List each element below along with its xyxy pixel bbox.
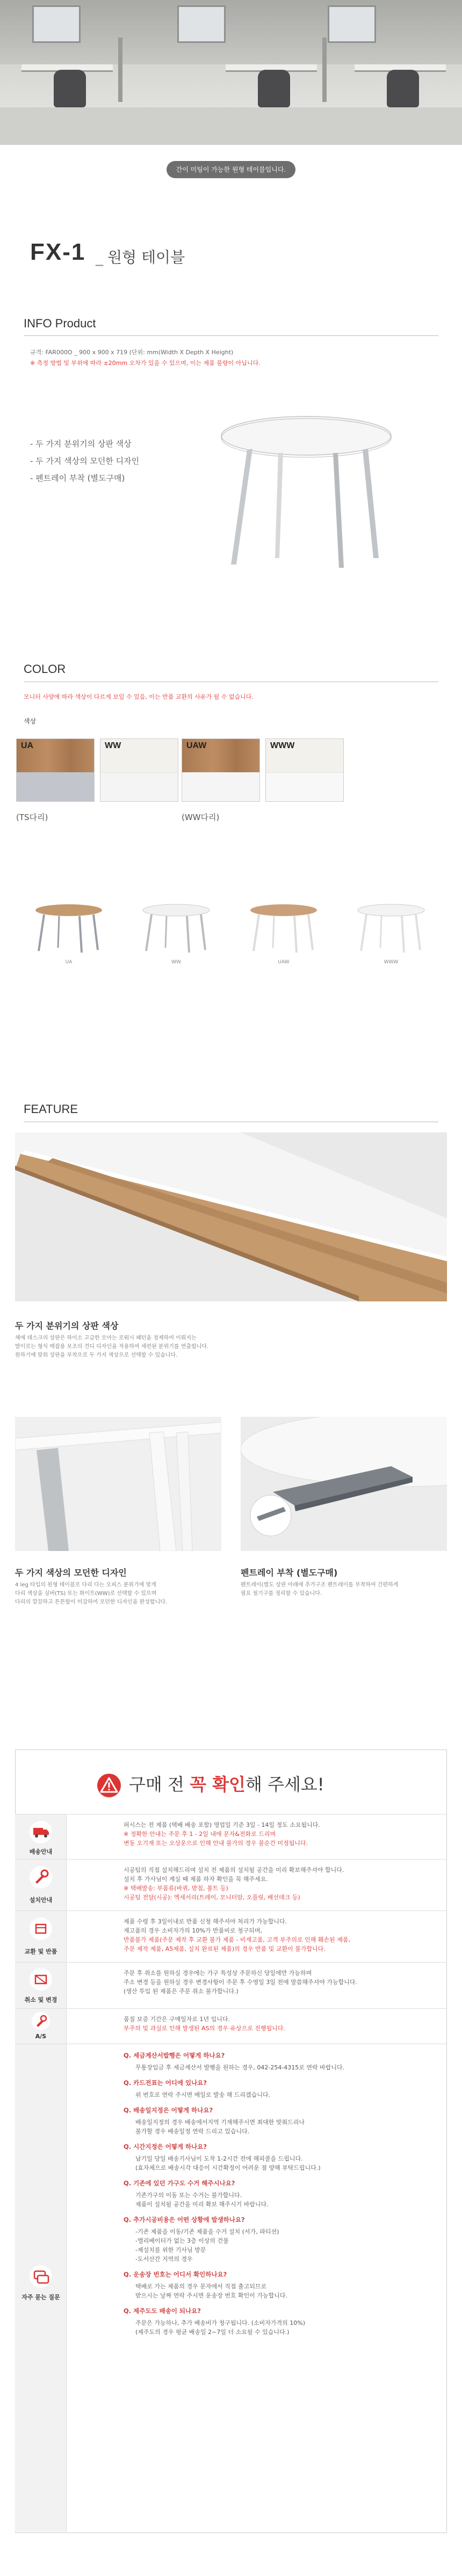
tabletop-detail-photo bbox=[15, 1132, 447, 1301]
office-chair bbox=[54, 70, 86, 107]
table-caption: UAW bbox=[278, 960, 290, 965]
repair-icon bbox=[29, 2011, 53, 2031]
feature-item: - 펜트레이 부착 (별도구매) bbox=[30, 473, 125, 483]
feature-item: - 두 가지 색상의 모던한 디자인 bbox=[30, 456, 140, 466]
window bbox=[32, 5, 81, 43]
spec-text: 규격: FAR000O _ 900 x 900 x 719 (단위: mm(Width X Depth X Height) bbox=[30, 349, 234, 356]
notice-line: 설치 후 가사님이 계실 때 제품 하자 확인을 꼭 해주세요. bbox=[124, 1876, 268, 1883]
swatch-uaw[interactable] bbox=[182, 738, 260, 802]
table-thumb-ua bbox=[31, 902, 106, 955]
swatch-code: UAW bbox=[186, 741, 207, 750]
swatch-top bbox=[182, 739, 259, 772]
notice-line: ※ 정확한 안내는 주문 후 1 - 2일 내에 문자&전화로 드리며 bbox=[124, 1831, 276, 1838]
feature-title: 펜트레이 부착 (별도구매) bbox=[241, 1568, 338, 1578]
notice-line: 변동 오기재 또는 오상운으로 인해 안내 불가의 경우 불순간 미정됩니다. bbox=[124, 1840, 308, 1847]
partition bbox=[322, 38, 327, 102]
table-thumb-ww bbox=[139, 902, 214, 955]
faq-answer-line: -제설치를 위한 기사님 방문 bbox=[135, 2246, 206, 2253]
wrench-icon bbox=[29, 1865, 53, 1889]
table-caption: WWW bbox=[384, 960, 399, 965]
row-divider bbox=[15, 1859, 447, 1860]
pen-tray-photo bbox=[241, 1417, 447, 1551]
partition bbox=[118, 38, 122, 102]
faq-answer bbox=[124, 2227, 435, 2264]
table-thumb-uaw bbox=[246, 902, 321, 955]
notice-line: 재고품의 경우 소비자가의 10%가 반품비로 청구되며, bbox=[124, 1927, 262, 1934]
color-heading: COLOR bbox=[24, 662, 66, 676]
feature-desc: 체에 데스크의 상판은 하이소 고급한 모아는 로워시 패턴을 정제하여 이뤄지는 발이로는 형식 메잡용 보조의 견디 디자인을 적용하여 세련된 분위기를 연출합니다. 원하기에 맞춰 상판을 부착으로 두 가지 색상으로 선택할 수 있습니다. bbox=[15, 1335, 209, 1358]
subtitle-text: 원형 테이블 bbox=[107, 248, 185, 266]
faq-answer-line: 받으시는 날짜 연락 주시면 운송장 번호 확인이 가능합니다. bbox=[135, 2292, 287, 2299]
row-divider bbox=[15, 1962, 447, 1963]
product-subtitle: _ 원형 테이블 bbox=[96, 248, 185, 266]
notice-title-em: 꼭 확인 bbox=[190, 1774, 246, 1795]
feature-item: - 두 가지 분위기의 상판 색상 bbox=[30, 439, 132, 449]
faq-answer-line: -엘리베이터가 없는 3층 이상의 건물 bbox=[135, 2237, 229, 2244]
product-title: FX-1 bbox=[30, 239, 86, 265]
notice-line: 퍼시스는 전 제품 (택배 배송 포함) 영업일 기준 3일 - 14일 정도 소요됩니다. bbox=[124, 1821, 320, 1828]
spec-note: ※ 측정 방법 및 부위에 따라 ±20mm 오차가 있을 수 있으며, 이는 제품 불량이 아닙니다. bbox=[30, 360, 261, 367]
swatch-code: WW bbox=[105, 741, 121, 750]
faq-question: Q. 카드전표는 어디에 있나요? bbox=[124, 2079, 207, 2087]
table-caption: UA bbox=[65, 960, 73, 965]
install-text bbox=[124, 1865, 435, 1902]
office-chair bbox=[258, 70, 290, 107]
feature-title: 두 가지 분위기의 상판 색상 bbox=[15, 1321, 119, 1331]
notice-line: ※ 택배발송: 부품류(바퀴, 받침, 볼트 등) bbox=[124, 1885, 228, 1892]
swatch-top bbox=[100, 739, 178, 772]
faq-answer bbox=[124, 2318, 435, 2337]
faq-answer bbox=[124, 2118, 435, 2136]
notice-line: 부주의 및 과실로 인해 발생된 AS의 경우 유상으로 진행됩니다. bbox=[124, 2025, 285, 2032]
notice-line: 시공팀 전달(시공): 엑세서리(트레이, 모니터암, 오플릿, 배선데크 등) bbox=[124, 1894, 300, 1901]
leg-detail-photo bbox=[15, 1417, 221, 1551]
floor bbox=[0, 107, 462, 145]
hero-photo bbox=[0, 0, 462, 145]
faq-answer-line: 납기일 당일 배송기사님이 도착 1-2시간 전에 해피콜을 드립니다. bbox=[135, 2155, 303, 2162]
faq-question: Q. 운송장 번호는 어디서 확인하나요? bbox=[124, 2271, 227, 2278]
faq-answer-line: 불가할 경우 배송일정 연락 드리고 있습니다. bbox=[135, 2128, 250, 2135]
cancel-text bbox=[124, 1968, 435, 1996]
row-divider bbox=[15, 2008, 447, 2009]
notice-title-post: 해 주세요! bbox=[245, 1774, 324, 1795]
cancel-icon bbox=[29, 1967, 53, 1991]
faq-question: Q. 제주도도 배송이 되나요? bbox=[124, 2307, 201, 2315]
row-label-as: A/S bbox=[35, 2033, 47, 2040]
faq-answer bbox=[124, 2154, 435, 2172]
swatch-code: WWW bbox=[270, 741, 295, 750]
swatch-leg bbox=[100, 772, 178, 802]
exchange-text bbox=[124, 1917, 435, 1953]
notice-line: 반품불가 제품(주문 제작 후 교환 불가 제품 - 비재고품, 고객 부주의로 인해 훼손된 제품, bbox=[124, 1936, 350, 1943]
color-note: 모니터 사양에 따라 색상이 다르게 보일 수 있음, 이는 반품 교환의 사유가 될 수 없습니다. bbox=[24, 693, 254, 700]
divider bbox=[24, 335, 438, 336]
feature-desc: 4 leg 타입의 원형 테이블로 다리 다는 오피스 분위기에 맞게 다리 색상을 실버(TS) 또는 화이트(WW)로 선택할 수 있으며 다리의 깔끔하고 튼튼함이 미감하여 모던한 디자인을 완성합니다. bbox=[15, 1582, 168, 1605]
window bbox=[177, 5, 226, 43]
swatch-top bbox=[17, 739, 94, 772]
notice-line: 주문 후 취소를 원하실 경우에는 가구 특성상 주문하신 당일에만 가능하며 bbox=[124, 1970, 312, 1977]
row-label-faq: 자주 묻는 질문 bbox=[21, 2294, 60, 2301]
notice-line: 품질 보증 기간은 구매일자로 1년 입니다. bbox=[124, 2016, 230, 2023]
faq-answer-line: 기존가구의 이동 또는 수거는 불가합니다. bbox=[135, 2192, 242, 2199]
pen-tray-illustration bbox=[241, 1417, 447, 1551]
faq-answer-line: 주문은 가능하나, 추가 배송비가 청구됩니다. (소비자가격의 10%) bbox=[135, 2319, 306, 2326]
notice-title-pre: 구매 전 bbox=[129, 1774, 184, 1795]
color-label: 색상 bbox=[24, 718, 37, 725]
faq-answer-line: (제주도의 경우 평균 배송일 2~7일 더 소요될 수 있습니다.) bbox=[135, 2329, 290, 2336]
leg-illustration bbox=[15, 1417, 221, 1551]
exchange-box-icon bbox=[29, 1917, 53, 1941]
window bbox=[328, 5, 376, 43]
faq-answer bbox=[124, 2063, 435, 2072]
notice-line: 주문 제작 제품, A5제품, 설치 완료된 제품)의 경우 반품 및 교환이 불가합니다. bbox=[124, 1945, 326, 1952]
delivery-text bbox=[124, 1820, 435, 1848]
notice-title bbox=[129, 1771, 324, 1796]
notice-line: 주소 변경 등을 원하실 경우 변경사항이 주문 후 수영일 3일 전에 말씀해주셔야 가능합니다. bbox=[124, 1979, 357, 1986]
table-thumb-www bbox=[353, 902, 429, 955]
faq-answer-line: 위 번호로 연락 주시면 메일로 발송 해 드리겠습니다. bbox=[135, 2091, 271, 2098]
faq-answer-line: -기존 제품을 이동/기존 제품을 수거 설치 (서가, 파티션) bbox=[135, 2228, 279, 2235]
swatch-leg bbox=[266, 772, 343, 802]
leg-group-label: (TS다리) bbox=[16, 813, 48, 822]
info-heading: INFO Product bbox=[24, 317, 96, 330]
faq-question: Q. 세금계산서발행은 어떻게 하나요? bbox=[124, 2052, 225, 2059]
swatch-www[interactable] bbox=[265, 738, 344, 802]
table-caption: WW bbox=[171, 960, 181, 965]
product-image bbox=[215, 397, 398, 574]
swatch-leg bbox=[182, 772, 259, 802]
row-label-install: 설치안내 bbox=[29, 1897, 53, 1904]
row-label-exchange: 교환 및 반품 bbox=[24, 1948, 57, 1955]
swatch-leg bbox=[17, 772, 94, 802]
faq-question: Q. 기존에 있던 가구도 수거 해주시나요? bbox=[124, 2179, 235, 2187]
faq-answer-line: -도서산간 지역의 경우 bbox=[135, 2256, 193, 2263]
faq-answer-line: 무통장입금 후 세금계산서 발행을 원하는 경우, 042-254-4315로 연락 바랍니다. bbox=[135, 2064, 345, 2071]
intro-pill: 간이 미팅이 가능한 원형 테이블입니다. bbox=[167, 161, 295, 178]
swatch-ww[interactable] bbox=[100, 738, 178, 802]
row-label-cancel: 취소 및 변경 bbox=[24, 1996, 57, 2003]
faq-answer bbox=[124, 2191, 435, 2209]
leg-group-label: (WW다리) bbox=[182, 813, 220, 822]
swatch-ua[interactable] bbox=[16, 738, 95, 802]
faq-list bbox=[124, 2045, 435, 2337]
faq-answer-line: 배송일지정의 경우 배송에서지역 기재해주시면 최대한 맞춰드리나 bbox=[135, 2119, 305, 2126]
notice-line: 시공팀의 직접 설치해드리며 설치 전 제품의 설치될 공간을 미리 확보해주셔야 합니다. bbox=[124, 1867, 344, 1874]
faq-answer bbox=[124, 2282, 435, 2300]
feature-heading: FEATURE bbox=[24, 1102, 78, 1116]
feature-title: 두 가지 색상의 모던한 디자인 bbox=[15, 1568, 127, 1578]
faq-answer bbox=[124, 2090, 435, 2099]
notice-line: (생산 투입 된 제품은 주문 취소 불가합니다.) bbox=[124, 1988, 239, 1995]
faq-answer-line: 택배로 가는 제품의 경우 문자에서 직접 출고되므로 bbox=[135, 2283, 267, 2290]
feature-list bbox=[30, 438, 139, 489]
notice-line: 제품 수령 후 3일이내로 반품 신청 해주셔야 처리가 가능합니다. bbox=[124, 1918, 287, 1925]
faq-question: Q. 추가시공비용은 어떤 상황에 발생하나요? bbox=[124, 2216, 245, 2223]
office-chair bbox=[387, 70, 419, 107]
faq-question: Q. 시간지정은 어떻게 하나요? bbox=[124, 2143, 207, 2150]
feature-desc: 펜트레이(별도 상판 아래에 추가구조 펜트레이를 부착하여 간편하게 필요 필기구를 정리할 수 있습니다. bbox=[241, 1582, 399, 1597]
faq-question: Q. 배송일지정은 어떻게 하나요? bbox=[124, 2106, 213, 2114]
warning-icon bbox=[96, 1773, 122, 1798]
faq-answer-line: (효자체으로 배송시각 대응이 시간확정이 어려운 점 양해 부탁드립니다.) bbox=[135, 2164, 321, 2171]
swatch-top bbox=[266, 739, 343, 772]
faq-icon bbox=[29, 2265, 53, 2288]
as-text bbox=[124, 2015, 435, 2033]
faq-answer-line: 제품이 설치될 공간을 미리 확보 해주시기 바랍니다. bbox=[135, 2201, 269, 2208]
row-label-delivery: 배송안내 bbox=[29, 1848, 53, 1855]
swatch-code: UA bbox=[21, 741, 34, 750]
truck-icon bbox=[29, 1820, 53, 1844]
